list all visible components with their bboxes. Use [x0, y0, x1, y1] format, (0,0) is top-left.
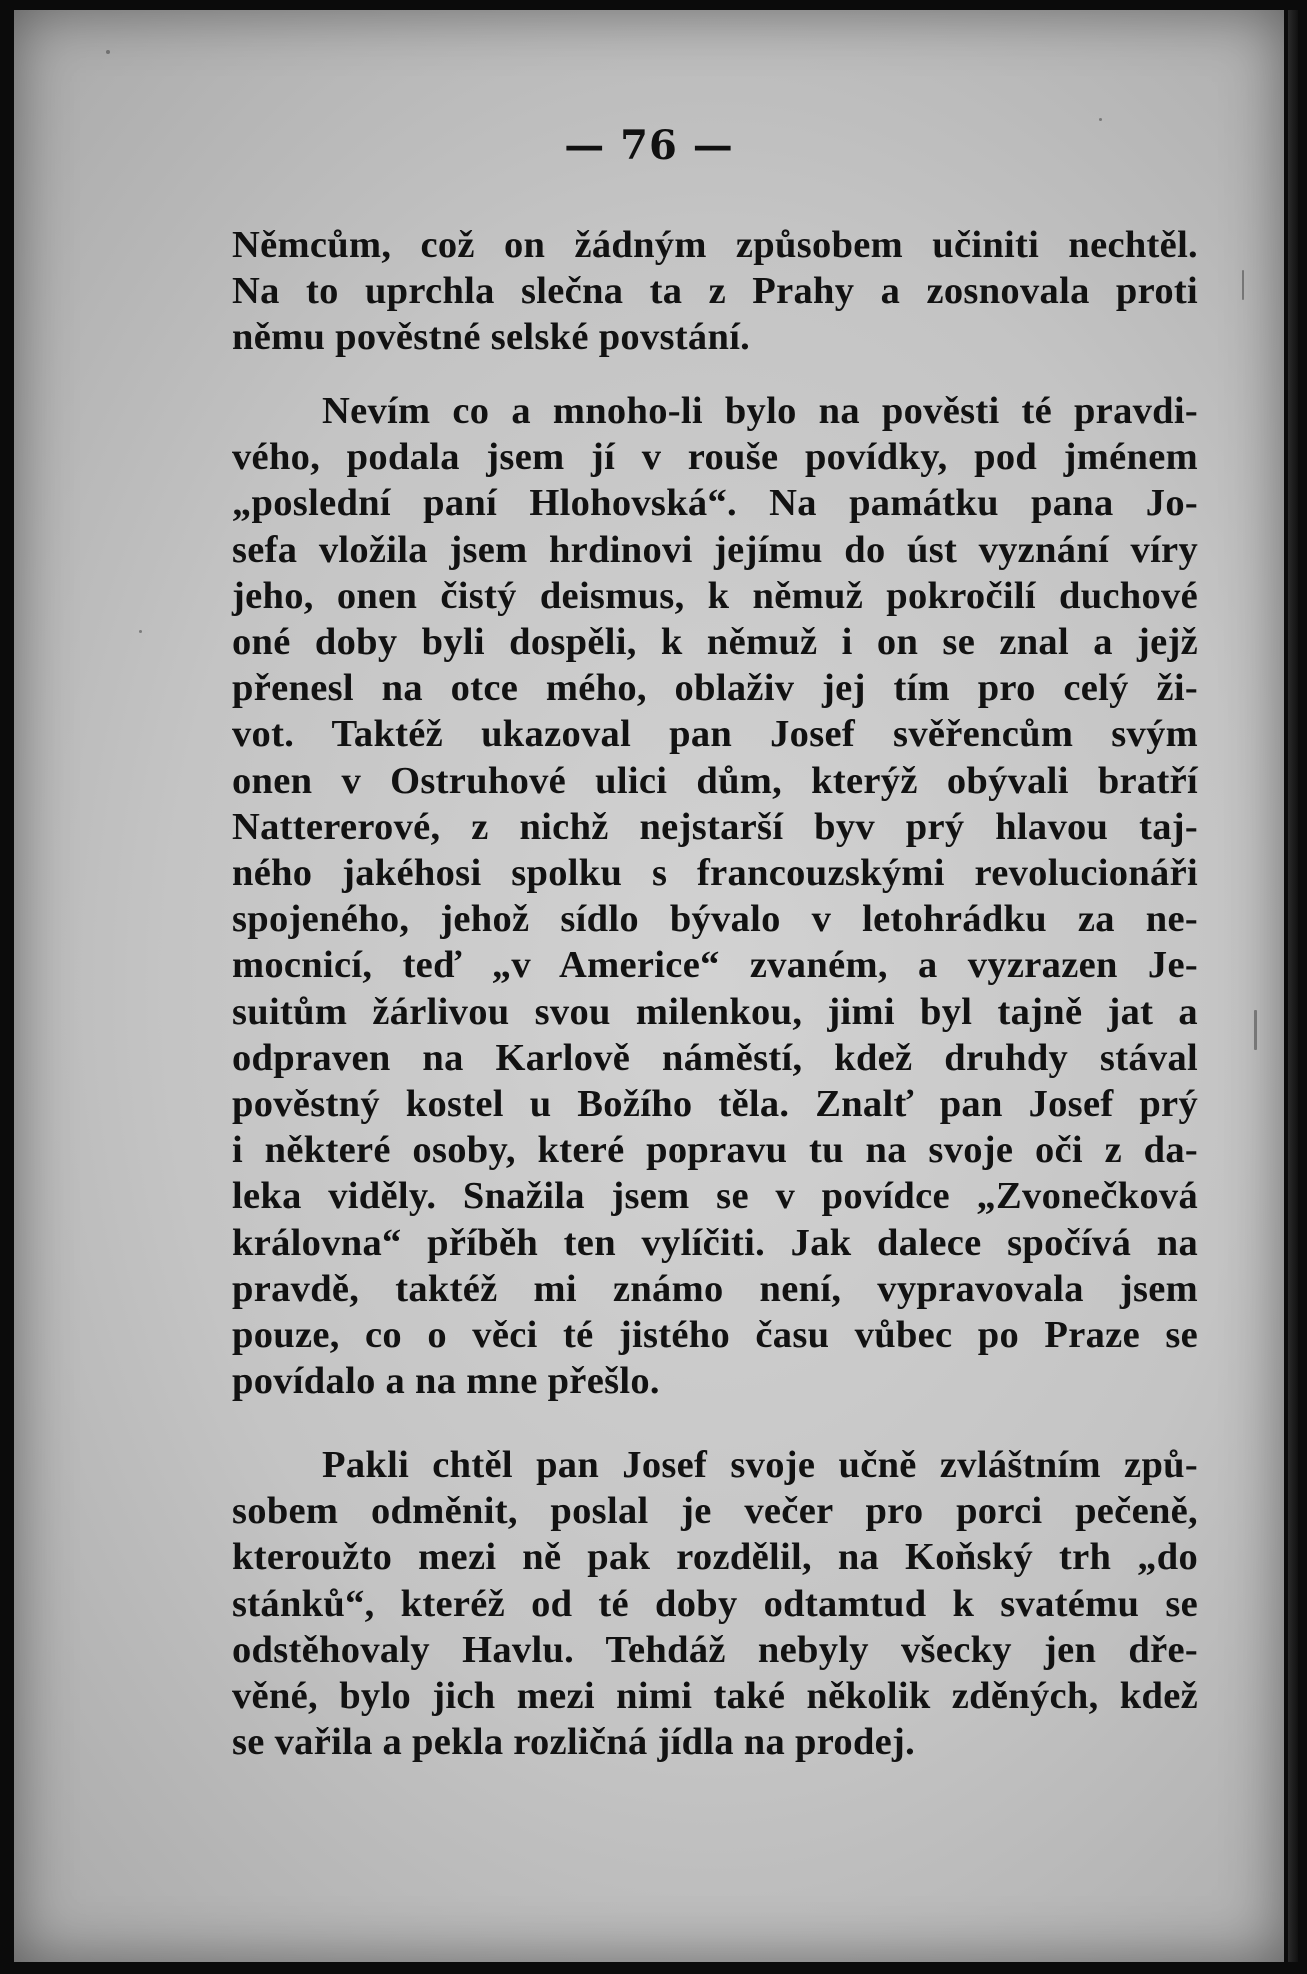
text-line: Pakli chtěl pan Josef svoje učně zvláštním způ- [322, 1444, 1198, 1486]
text-line: pouze, co o věci té jistého času vůbec po Praze se [232, 1314, 1198, 1357]
paper-speck [1099, 118, 1102, 121]
text-line: stánků“, kteréž od té doby odtamtud k svatému se [232, 1582, 1198, 1625]
text-line: odstěhovaly Havlu. Tehdáž nebyly všecky jen dře- [232, 1628, 1198, 1671]
paper-speck [1254, 1010, 1257, 1050]
text-line: se vařila a pekla rozličná jídla na prodej. [232, 1721, 916, 1764]
page-number: — 76 — [564, 122, 734, 169]
text-line: jeho, onen čistý deismus, k němuž pokročilí duchové [232, 574, 1198, 617]
text-line: „poslední paní Hlohovská“. Na památku pana Jo- [232, 482, 1198, 525]
text-line: leka viděly. Snažila jsem se v povídce „Zvonečková [232, 1175, 1198, 1218]
text-line: onen v Ostruhové ulici dům, kterýž obývali bratří [232, 759, 1198, 802]
text-line: povídalo a na mne přešlo. [232, 1360, 660, 1403]
text-line: pověstný kostel u Božího těla. Znalť pan Josef prý [232, 1083, 1198, 1126]
paragraph [232, 388, 1198, 1404]
paper-speck [139, 630, 142, 633]
text-line: němu pověstné selské povstání. [232, 316, 751, 359]
text-line: suitům žárlivou svou milenkou, jimi byl tajně jat a [232, 990, 1198, 1033]
text-line: sobem odměnit, poslal je večer pro porci pečeně, [232, 1490, 1198, 1533]
text-line: odpraven na Karlově náměstí, kdež druhdy stával [232, 1036, 1198, 1079]
text-line: Nevím co a mnoho-li bylo na pověsti té pravdi- [322, 390, 1198, 432]
text-line: mocnicí, teď „v Americe“ zvaném, a vyzrazen Je- [232, 944, 1198, 987]
text-line: přenesl na otce mého, oblaživ jej tím pro celý ži- [232, 667, 1198, 710]
text-line: Němcům, což on žádným způsobem učiniti nechtěl. [232, 224, 1198, 266]
paragraph [232, 222, 1198, 361]
text-line: spojeného, jehož sídlo bývalo v letohrádku za ne- [232, 898, 1198, 941]
text-line: vot. Taktéž ukazoval pan Josef svěřencům svým [232, 713, 1198, 756]
text-line: Nattererové, z nichž nejstarší byv prý hlavou taj- [232, 805, 1198, 848]
text-line: vého, podala jsem jí v rouše povídky, pod jménem [232, 436, 1198, 479]
paragraph [232, 1442, 1198, 1765]
paper-speck [106, 50, 110, 54]
paper-speck [1242, 270, 1244, 300]
text-line: Na to uprchla slečna ta z Prahy a zosnovala proti [232, 270, 1198, 313]
text-line: i některé osoby, které popravu tu na svoje oči z da- [232, 1129, 1198, 1172]
text-line: ného jakéhosi spolku s francouzskými revolucionáři [232, 852, 1198, 895]
text-line: pravdě, taktéž mi známo není, vypravovala jsem [232, 1267, 1198, 1310]
page-edge [1288, 10, 1298, 1962]
text-line: královna“ příběh ten vylíčiti. Jak dalece spočívá na [232, 1221, 1198, 1264]
text-line: věné, bylo jich mezi nimi také několik zděných, kdež [232, 1675, 1198, 1718]
text-line: sefa vložila jsem hrdinovi jejímu do úst vyznání víry [232, 528, 1198, 571]
book-page [14, 10, 1284, 1962]
text-line: oné doby byli dospěli, k němuž i on se znal a jejž [232, 621, 1198, 664]
text-line: kteroužto mezi ně pak rozdělil, na Koňský trh „do [232, 1536, 1198, 1579]
